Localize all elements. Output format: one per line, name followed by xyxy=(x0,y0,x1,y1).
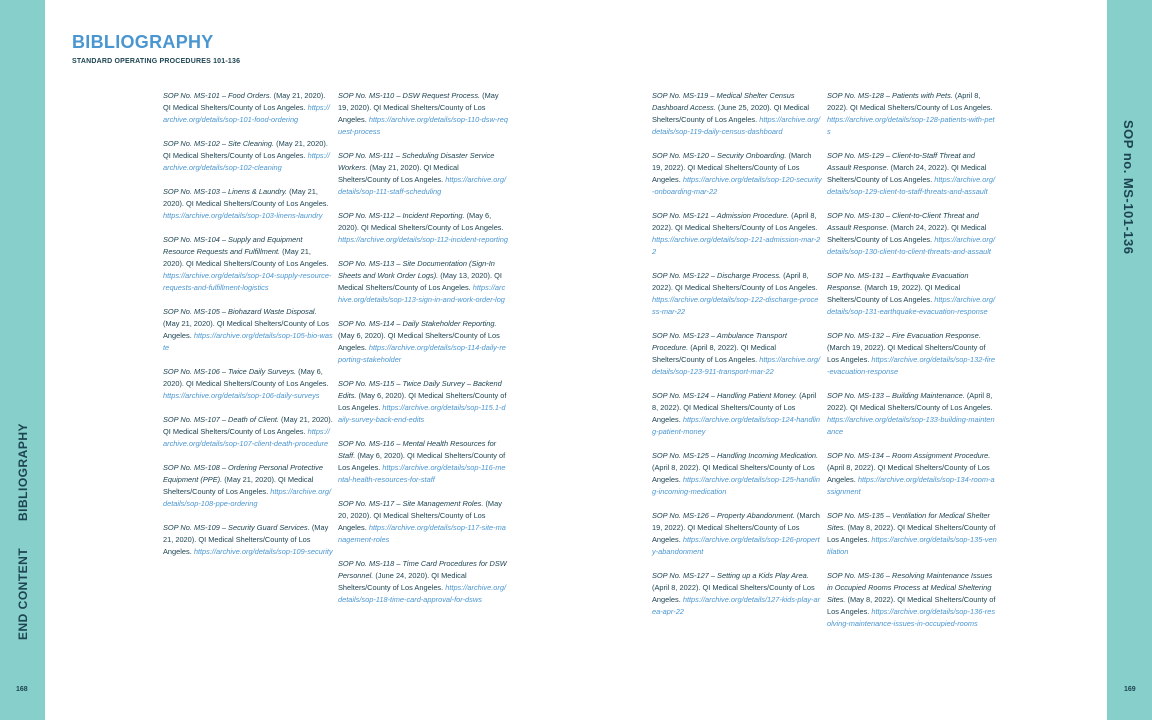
bibliography-entry xyxy=(827,150,997,198)
bibliography-entry xyxy=(652,390,822,438)
bibliography-entry xyxy=(652,210,822,258)
entry-title: SOP No. MS-104 – Supply and Equipment Resource Requests and Fulfillment. xyxy=(163,235,303,256)
entry-link[interactable]: https://archive.org/details/sop-130-client-to-client-threats-and-assault xyxy=(827,235,996,256)
page-number-right: 169 xyxy=(1124,686,1136,693)
side-tab-end-content: END CONTENT xyxy=(16,547,30,640)
entry-link[interactable]: https://archive.org/details/sop-102-cleaning xyxy=(163,151,330,172)
entry-title: SOP No. MS-128 – Patients with Pets. xyxy=(827,91,953,100)
entry-link[interactable]: https://archive.org/details/sop-125-handling-incoming-medication xyxy=(652,475,821,496)
entry-details: (April 8, 2022). QI Medical Shelters/County of Los Angeles. xyxy=(652,211,818,232)
entry-details: (April 8, 2022). QI Medical Shelters/County of Los Angeles. xyxy=(827,91,993,112)
bibliography-column-4 xyxy=(827,90,997,642)
entry-details: (May 6, 2020). QI Medical Shelters/County of Los Angeles. xyxy=(163,367,329,388)
entry-title: SOP No. MS-109 – Security Guard Services. xyxy=(163,523,310,532)
entry-title: SOP No. MS-132 – Fire Evacuation Response. xyxy=(827,331,981,340)
entry-details: (May 6, 2020). QI Medical Shelters/County of Los Angeles. xyxy=(338,451,506,472)
page-number-left: 168 xyxy=(16,686,28,693)
bibliography-entry xyxy=(652,570,822,618)
entry-details: (May 21, 2020). QI Medical Shelters/County of Los Angeles. xyxy=(163,523,329,556)
entry-title: SOP No. MS-122 – Discharge Process. xyxy=(652,271,782,280)
bibliography-entry xyxy=(652,150,822,198)
entry-link[interactable]: https://archive.org/details/sop-110-dsw-request-process xyxy=(338,115,508,136)
entry-details: (April 8, 2022). QI Medical Shelters/County of Los Angeles. xyxy=(827,463,990,484)
entry-details: (May 21, 2020). QI Medical Shelters/County of Los Angeles. xyxy=(163,187,329,208)
entry-link[interactable]: https://archive.org/details/127-kids-play-area-apr-22 xyxy=(652,595,821,616)
bibliography-entry xyxy=(652,510,822,558)
entry-title: SOP No. MS-124 – Handling Patient Money. xyxy=(652,391,798,400)
entry-title: SOP No. MS-125 – Handling Incoming Medication. xyxy=(652,451,819,460)
entry-link[interactable]: https://archive.org/details/sop-111-staff-scheduling xyxy=(338,175,507,196)
bibliography-entry xyxy=(827,570,997,630)
bibliography-entry xyxy=(338,258,508,306)
entry-title: SOP No. MS-130 – Client-to-Client Threat and Assault Response. xyxy=(827,211,979,232)
bibliography-entry xyxy=(338,558,508,606)
entry-link[interactable]: https://archive.org/details/sop-134-room-assignment xyxy=(827,475,995,496)
entry-details: (May 6, 2020). QI Medical Shelters/County of Los Angeles. xyxy=(338,331,500,352)
entry-details: (May 20, 2020). QI Medical Shelters/County of Los Angeles. xyxy=(338,499,502,532)
bibliography-entry xyxy=(163,234,333,294)
entry-link[interactable]: https://archive.org/details/sop-128-patients-with-pets xyxy=(827,115,995,136)
entry-title: SOP No. MS-134 – Room Assignment Procedure. xyxy=(827,451,991,460)
page-title: BIBLIOGRAPHY xyxy=(72,32,214,52)
entry-link[interactable]: https://archive.org/details/sop-129-client-to-staff-threats-and-assault xyxy=(827,175,996,196)
entry-details: (June 25, 2020). QI Medical Shelters/County of Los Angeles. xyxy=(652,103,810,124)
entry-link[interactable]: https://archive.org/details/sop-117-site-management-roles xyxy=(338,523,506,544)
entry-link[interactable]: https://archive.org/details/sop-118-time-card-approval-for-dsws xyxy=(338,583,507,604)
entry-title: SOP No. MS-113 – Site Documentation (Sign-In Sheets and Work Order Logs). xyxy=(338,259,495,280)
entry-title: SOP No. MS-136 – Resolving Maintenance Issues in Occupied Rooms Process at Medical Sheltering Sites. xyxy=(827,571,993,604)
right-side-band xyxy=(1107,0,1152,720)
entry-details: (May 21, 2020). QI Medical Shelters/County of Los Angeles. xyxy=(163,91,326,112)
bibliography-entry xyxy=(163,90,333,126)
entry-link[interactable]: https://archive.org/details/sop-108-ppe-ordering xyxy=(163,487,332,508)
entry-title: SOP No. MS-106 – Twice Daily Surveys. xyxy=(163,367,297,376)
bibliography-column-2 xyxy=(338,90,508,618)
bibliography-entry xyxy=(163,138,333,174)
entry-details: (May 21, 2020). QI Medical Shelters/County of Los Angeles. xyxy=(163,415,333,436)
entry-link[interactable]: https://archive.org/details/sop-101-food-ordering xyxy=(163,103,330,124)
entry-title: SOP No. MS-114 – Daily Stakeholder Reporting. xyxy=(338,319,497,328)
entry-title: SOP No. MS-123 – Ambulance Transport Procedure. xyxy=(652,331,787,352)
bibliography-entry xyxy=(338,210,508,246)
bibliography-entry xyxy=(827,270,997,318)
entry-details: (April 8, 2022). QI Medical Shelters/County of Los Angeles. xyxy=(652,391,817,424)
bibliography-column-1 xyxy=(163,90,333,570)
entry-link[interactable]: https://archive.org/details/sop-126-property-abandonment xyxy=(652,535,820,556)
entry-title: SOP No. MS-105 – Biohazard Waste Disposal. xyxy=(163,307,317,316)
entry-details: (May 21, 2020). QI Medical Shelters/County of Los Angeles. xyxy=(163,139,328,160)
entry-link[interactable]: https://archive.org/details/sop-104-supply-resource-requests-and-fulfillment-logistics xyxy=(163,271,332,292)
bibliography-entry xyxy=(163,462,333,510)
entry-details: (May 13, 2020). QI Medical Shelters/County of Los Angeles. xyxy=(338,271,502,292)
bibliography-entry xyxy=(827,390,997,438)
entry-details: (April 8, 2022). QI Medical Shelters/County of Los Angeles. xyxy=(652,583,815,604)
entry-link[interactable]: https://archive.org/details/sop-131-earthquake-evacuation-response xyxy=(827,295,996,316)
entry-title: SOP No. MS-108 – Ordering Personal Protective Equipment (PPE). xyxy=(163,463,323,484)
entry-details: (May 21, 2020). QI Medical Shelters/County of Los Angeles. xyxy=(163,319,329,340)
entry-details: (March 24, 2022). QI Medical Shelters/County of Los Angeles. xyxy=(827,223,987,244)
entry-title: SOP No. MS-116 – Mental Health Resources for Staff. xyxy=(338,439,497,460)
side-tab-bibliography: BIBLIOGRAPHY xyxy=(16,422,30,521)
entry-details: (May 6, 2020). QI Medical Shelters/County of Los Angeles. xyxy=(338,391,507,412)
entry-link[interactable]: https://archive.org/details/sop-107-client-death-procedure xyxy=(163,427,330,448)
entry-title: SOP No. MS-112 – Incident Reporting. xyxy=(338,211,465,220)
bibliography-entry xyxy=(338,498,508,546)
entry-title: SOP No. MS-107 – Death of Client. xyxy=(163,415,279,424)
bibliography-entry xyxy=(827,210,997,258)
entry-title: SOP No. MS-121 – Admission Procedure. xyxy=(652,211,790,220)
entry-link[interactable]: https://archive.org/details/sop-115.1-daily-survey-back-end-edits xyxy=(338,403,506,424)
entry-title: SOP No. MS-129 – Client-to-Staff Threat and Assault Response. xyxy=(827,151,976,172)
entry-link[interactable]: https://archive.org/details/sop-114-daily-reporting-stakeholder xyxy=(338,343,506,364)
bibliography-entry xyxy=(827,510,997,558)
entry-link[interactable]: https://archive.org/details/sop-132-fire-evacuation-response xyxy=(827,355,996,376)
entry-details: (March 19, 2022). QI Medical Shelters/County of Los Angeles. xyxy=(827,283,961,304)
bibliography-entry xyxy=(338,438,508,486)
entry-title: SOP No. MS-102 – Site Cleaning. xyxy=(163,139,275,148)
entry-title: SOP No. MS-111 – Scheduling Disaster Service Workers. xyxy=(338,151,495,172)
entry-title: SOP No. MS-126 – Property Abandonment. xyxy=(652,511,795,520)
entry-title: SOP No. MS-120 – Security Onboarding. xyxy=(652,151,787,160)
bibliography-column-3 xyxy=(652,90,822,630)
entry-details: (March 19, 2022). QI Medical Shelters/County of Los Angeles. xyxy=(652,151,812,184)
entry-details: (April 8, 2022). QI Medical Shelters/County of Los Angeles. xyxy=(652,463,815,484)
bibliography-entry xyxy=(163,306,333,354)
entry-link[interactable]: https://archive.org/details/sop-112-incident-reporting xyxy=(338,235,508,244)
entry-title: SOP No. MS-119 – Medical Shelter Census Dashboard Access. xyxy=(652,91,795,112)
entry-title: SOP No. MS-103 – Linens & Laundry. xyxy=(163,187,288,196)
entry-link[interactable]: https://archive.org/details/sop-106-daily-surveys xyxy=(163,391,320,400)
bibliography-entry xyxy=(652,330,822,378)
entry-details: (March 19, 2022). QI Medical Shelters/County of Los Angeles. xyxy=(652,511,820,544)
bibliography-entry xyxy=(163,366,333,402)
entry-title: SOP No. MS-101 – Food Orders. xyxy=(163,91,272,100)
entry-title: SOP No. MS-135 – Ventilation for Medical Shelter Sites. xyxy=(827,511,990,532)
entry-link[interactable]: https://archive.org/details/sop-103-linens-laundry xyxy=(163,211,323,220)
bibliography-entry xyxy=(827,330,997,378)
entry-details: (May 6, 2020). QI Medical Shelters/County of Los Angeles. xyxy=(338,211,504,232)
entry-details: (May 8, 2022). QI Medical Shelters/County of Los Angeles. xyxy=(827,523,996,544)
side-tab-sop-range: SOP no. MS-101-136 xyxy=(1121,120,1136,255)
bibliography-entry xyxy=(827,450,997,498)
entry-details: (March 19, 2022). QI Medical Shelters/County of Los Angeles. xyxy=(827,343,986,364)
entry-title: SOP No. MS-131 – Earthquake Evacuation Response. xyxy=(827,271,969,292)
entry-details: (May 21, 2020). QI Medical Shelters/County of Los Angeles. xyxy=(163,247,329,268)
entry-title: SOP No. MS-117 – Site Management Roles. xyxy=(338,499,484,508)
page-subtitle: STANDARD OPERATING PROCEDURES 101-136 xyxy=(72,58,241,65)
entry-details: (May 21, 2020). QI Medical Shelters/County of Los Angeles. xyxy=(163,475,314,496)
entry-details: (April 8, 2022). QI Medical Shelters/County of Los Angeles. xyxy=(652,343,777,364)
entry-details: (June 24, 2020). QI Medical Shelters/County of Los Angeles. xyxy=(338,571,467,592)
bibliography-entry xyxy=(652,90,822,138)
entry-details: (April 8, 2022). QI Medical Shelters/County of Los Angeles. xyxy=(827,391,993,412)
entry-details: (May 8, 2022). QI Medical Shelters/County of Los Angeles. xyxy=(827,595,996,616)
entry-link[interactable]: https://archive.org/details/sop-119-daily-census-dashboard xyxy=(652,115,821,136)
bibliography-entry xyxy=(338,378,508,426)
bibliography-entry xyxy=(652,270,822,318)
entry-details: (April 8, 2022). QI Medical Shelters/County of Los Angeles. xyxy=(652,271,818,292)
entry-link[interactable]: https://archive.org/details/sop-133-building-maintenance xyxy=(827,415,995,436)
entry-title: SOP No. MS-115 – Twice Daily Survey – Backend Edits. xyxy=(338,379,502,400)
entry-title: SOP No. MS-127 – Setting up a Kids Play Area. xyxy=(652,571,809,580)
entry-details: (May 19, 2020). QI Medical Shelters/County of Los Angeles. xyxy=(338,91,499,124)
bibliography-entry xyxy=(338,150,508,198)
entry-link[interactable]: https://archive.org/details/sop-105-bio-waste xyxy=(163,331,333,352)
entry-details: (March 24, 2022). QI Medical Shelters/County of Los Angeles. xyxy=(827,163,987,184)
entry-title: SOP No. MS-118 – Time Card Procedures for DSW Personnel. xyxy=(338,559,507,580)
entry-link[interactable]: https://archive.org/details/sop-136-resolving-maintenance-issues-in-occupied-rooms xyxy=(827,607,996,628)
bibliography-entry xyxy=(163,522,333,558)
bibliography-entry xyxy=(338,90,508,138)
entry-link[interactable]: https://archive.org/details/sop-124-handling-patient-money xyxy=(652,415,821,436)
entry-link[interactable]: https://archive.org/details/sop-122-discharge-process-mar-22 xyxy=(652,295,819,316)
entry-link[interactable]: https://archive.org/details/sop-123-911-transport-mar-22 xyxy=(652,355,821,376)
bibliography-entry xyxy=(652,450,822,498)
bibliography-entry xyxy=(827,90,997,138)
entry-title: SOP No. MS-133 – Building Maintenance. xyxy=(827,391,965,400)
bibliography-entry xyxy=(163,414,333,450)
entry-link[interactable]: https://archive.org/details/sop-120-security-onboarding-mar-22 xyxy=(652,175,822,196)
entry-link[interactable]: https://archive.org/details/sop-135-ventilation xyxy=(827,535,997,556)
entry-details: (May 21, 2020). QI Medical Shelters/County of Los Angeles. xyxy=(338,163,459,184)
entry-link[interactable]: https://archive.org/details/sop-113-sign-in-and-work-order-log xyxy=(338,283,506,304)
bibliography-entry xyxy=(163,186,333,222)
entry-link[interactable]: https://archive.org/details/sop-109-security xyxy=(193,547,333,556)
bibliography-entry xyxy=(338,318,508,366)
entry-link[interactable]: https://archive.org/details/sop-121-admission-mar-22 xyxy=(652,235,821,256)
entry-title: SOP No. MS-110 – DSW Request Process. xyxy=(338,91,481,100)
entry-link[interactable]: https://archive.org/details/sop-116-mental-health-resources-for-staff xyxy=(338,463,506,484)
